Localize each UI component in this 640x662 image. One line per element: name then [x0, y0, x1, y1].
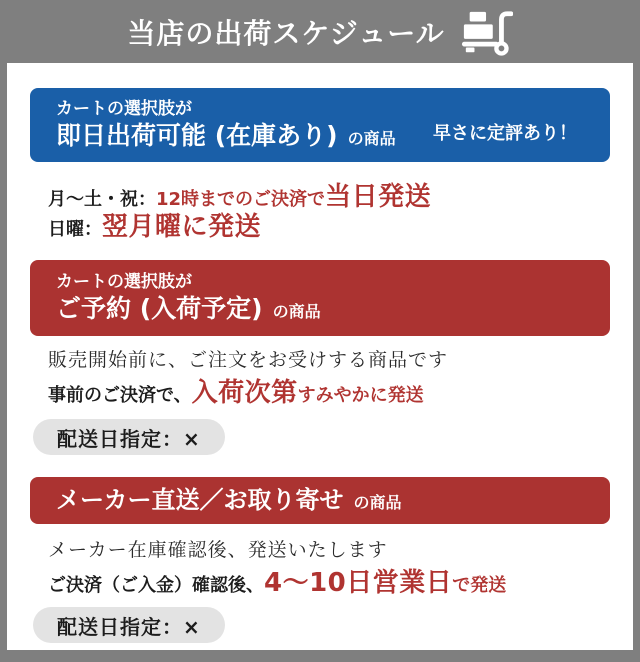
banner-title-suffix: の商品	[347, 128, 396, 148]
weekday-condition: 12時までのご決済で	[156, 189, 326, 210]
maker-condition: ご決済（ご入金）確認後、	[48, 575, 264, 596]
banner-title: 即日出荷可能 (在庫あり)	[56, 120, 338, 150]
banner-preorder	[30, 260, 610, 336]
preorder-description-line	[48, 348, 633, 374]
maker-shipping-line	[48, 566, 633, 600]
delivery-date-badge	[33, 607, 225, 643]
weekday-label: 月〜土・祝：	[48, 189, 156, 210]
maker-result-tail: で発送	[452, 575, 507, 596]
banner-title: ご予約 (入荷予定)	[56, 293, 263, 323]
sunday-result: 翌月曜に発送	[102, 212, 262, 242]
banner-maker-direct	[30, 477, 610, 524]
sunday-label: 日曜：	[48, 219, 102, 240]
delivery-date-label: 配送日指定：×	[57, 614, 201, 639]
banner-text-block	[56, 272, 610, 323]
banner-title-suffix: の商品	[353, 492, 402, 512]
banner-subtitle: カートの選択肢が	[56, 99, 192, 120]
weekday-shipping-line	[48, 180, 633, 210]
page-title: 当店の出荷スケジュール	[127, 16, 445, 50]
preorder-description: 販売開始前に、ご注文をお受けする商品です	[48, 349, 449, 371]
preorder-shipping-line	[48, 376, 633, 410]
banner-title-line	[56, 122, 433, 151]
hand-truck-icon	[461, 10, 513, 58]
maker-result: 4〜10日営業日	[264, 568, 453, 598]
header	[0, 0, 640, 63]
preorder-result: 入荷次第	[191, 378, 298, 408]
preorder-result-tail: すみやかに発送	[297, 385, 424, 406]
preorder-condition: 事前のご決済で、	[48, 385, 192, 406]
banner-title-line	[56, 487, 402, 515]
banner-same-day-shipping	[30, 88, 610, 162]
banner-text-block	[56, 99, 433, 150]
maker-description: メーカー在庫確認後、発送いたします	[48, 539, 388, 561]
content-panel	[7, 63, 633, 650]
banner-title: メーカー直送／お取り寄せ	[56, 485, 344, 514]
banner-side-note: 早さに定評あり！	[433, 123, 577, 144]
delivery-date-label: 配送日指定：×	[57, 426, 201, 451]
weekday-result: 当日発送	[325, 182, 432, 212]
banner-title-line	[56, 295, 610, 324]
banner-subtitle: カートの選択肢が	[56, 272, 192, 293]
delivery-date-badge	[33, 419, 225, 455]
banner-title-suffix: の商品	[272, 301, 321, 321]
maker-description-line	[48, 538, 633, 564]
